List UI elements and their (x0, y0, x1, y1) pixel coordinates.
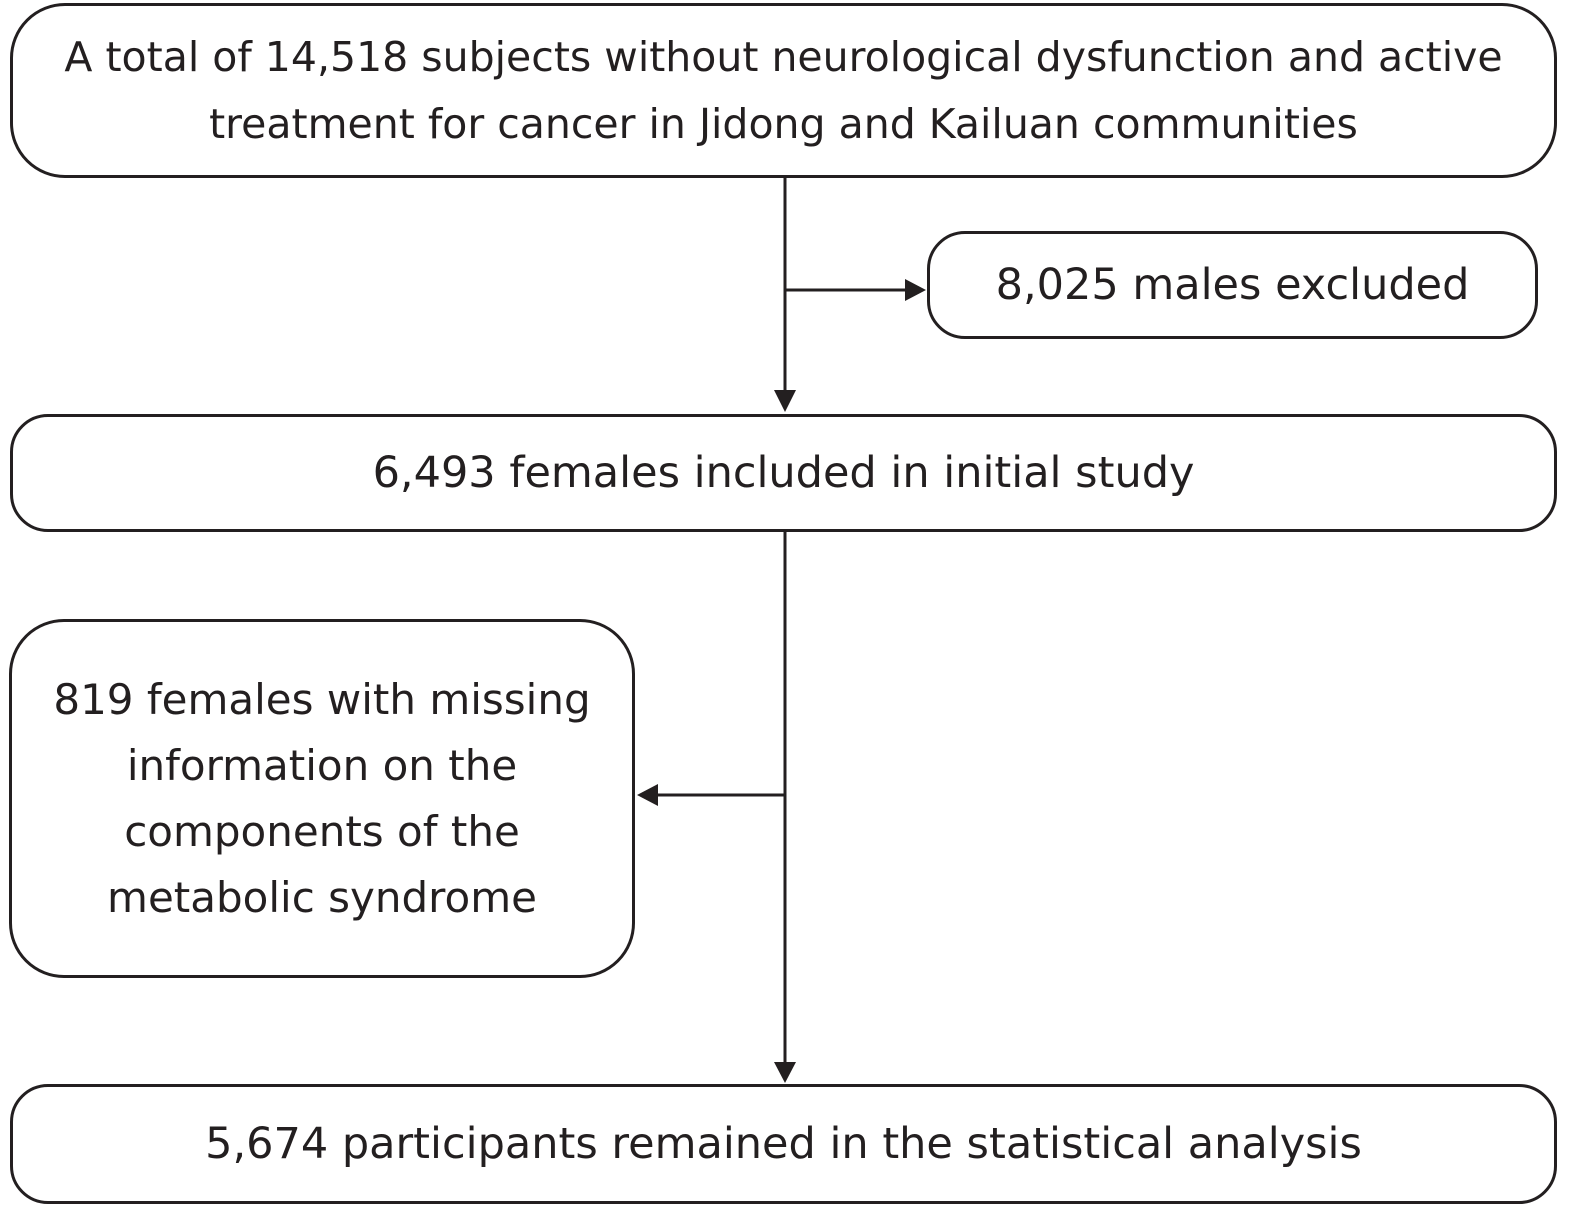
arrowhead-to-males-excluded (905, 279, 926, 301)
arrowhead-total-to-females (774, 390, 796, 412)
missing-information-line-2: information on the (126, 740, 518, 790)
males-excluded-text: 8,025 males excluded (995, 260, 1470, 310)
final-participants-text: 5,674 participants remained in the statistical analysis (205, 1119, 1362, 1169)
final-participants-box (10, 1084, 1557, 1204)
total-subjects-line-1: A total of 14,518 subjects without neurological dysfunction and active (64, 32, 1503, 81)
missing-information-line-1: 819 females with missing (53, 674, 591, 724)
missing-information-box (9, 619, 635, 978)
females-included-text: 6,493 females included in initial study (372, 448, 1195, 498)
total-subjects-line-2: treatment for cancer in Jidong and Kailuan communities (209, 99, 1358, 148)
missing-information-line-4: metabolic syndrome (107, 872, 537, 922)
females-included-box (10, 414, 1557, 532)
arrowhead-females-to-final (774, 1062, 796, 1083)
missing-information-line-3: components of the (124, 806, 520, 856)
arrowhead-to-missing-info (637, 784, 658, 806)
males-excluded-box (927, 231, 1538, 339)
total-subjects-box (10, 3, 1557, 178)
